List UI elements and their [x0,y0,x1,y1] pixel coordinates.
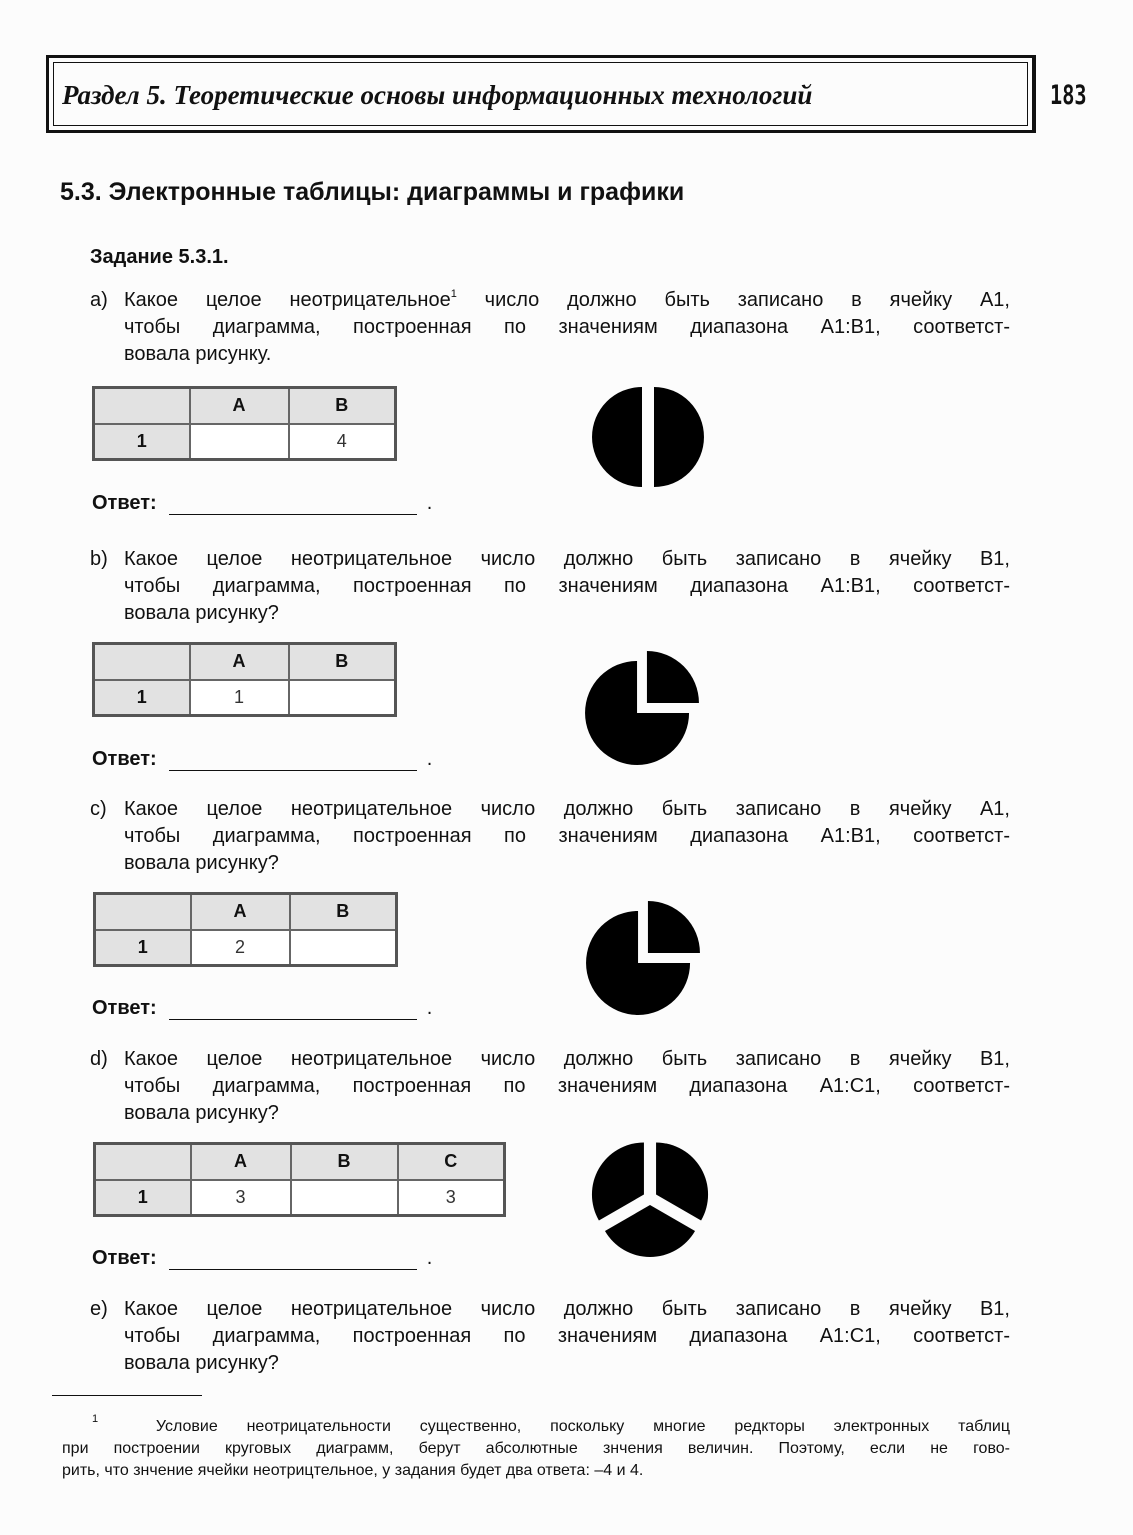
cell-a1: 1 [190,680,289,716]
row-header: 1 [94,680,190,716]
cell-a1: 3 [191,1180,291,1216]
question-line: Какое целое неотрицательное$^1$ число должно быть записано в ячейку А1, [124,288,1010,311]
pie-slice-b1 [605,1205,695,1257]
question-line: чтобы диаграмма, построенная по значениям диапазона А1:В1, соответст- [124,316,1010,338]
answer-row: Ответ: . [92,1247,433,1269]
pie-slice-a1 [654,387,704,487]
pie-chart [580,632,720,767]
question-e [90,1296,1010,1377]
corner-cell [94,388,190,424]
spreadsheet-table [93,1142,506,1217]
section-header-title: Раздел 5. Теоретические основы информационных технологий [62,80,813,110]
question-line: Какое целое неотрицательное число должно быть записано в ячейку А1, [124,798,1010,820]
column-header: B [291,1144,398,1180]
answer-blank[interactable] [169,1247,417,1270]
question-line: Какое целое неотрицательное число должно быть записано в ячейку В1, [124,548,1010,570]
footnote [62,1413,1011,1482]
column-header: A [190,644,289,680]
answer-blank[interactable] [169,997,417,1020]
answer-label: Ответ: [92,1247,157,1269]
page-number: 183 [1050,80,1087,111]
pie-chart [580,1132,720,1267]
question-line: вовала рисунку? [124,1352,279,1374]
spreadsheet-table [92,642,397,717]
question-marker: e) [90,1298,108,1320]
answer-label: Ответ: [92,492,157,514]
column-header: B [289,644,396,680]
footnote-divider [52,1395,202,1396]
pie-slice-a1 [647,651,699,703]
footnote-line: при построении круговых диаграмм, берут абсолютные знчения величин. Поэтому, если не гово- [62,1440,1010,1457]
spreadsheet-table [92,386,397,461]
cell-b1 [291,1180,398,1216]
answer-label: Ответ: [92,748,157,770]
question-line: чтобы диаграмма, построенная по значениям диапазона А1:С1, соответст- [124,1075,1010,1097]
question-marker: b) [90,548,108,570]
question-line: чтобы диаграмма, построенная по значениям диапазона А1:В1, соответст- [124,575,1010,597]
footnote-mark: 1 [92,1413,99,1425]
cell-b1 [289,680,396,716]
cell-a1: 2 [191,930,290,966]
row-header: 1 [94,424,190,460]
question-marker: a) [90,289,108,311]
question-line: вовала рисунку? [124,852,279,874]
question-line: Какое целое неотрицательное число должно быть записано в ячейку В1, [124,1298,1010,1320]
cell-b1 [290,930,397,966]
answer-row: Ответ: . [92,492,433,514]
pie-slice-a1 [656,1143,708,1221]
column-header: B [289,388,396,424]
question-d [90,1046,1010,1127]
footnote-line: $^1$ Условие неотрицательности существенно, поскольку многие редкторы электронных таблиц [92,1413,1011,1435]
task-title: Задание 5.3.1. [90,246,229,268]
row-header: 1 [95,1180,191,1216]
column-header: A [191,1144,291,1180]
question-marker: c) [90,798,107,820]
cell-b1: 4 [289,424,396,460]
pie-chart [580,380,720,495]
question-c [90,796,1010,877]
column-header: C [398,1144,505,1180]
corner-cell [95,894,191,930]
answer-label: Ответ: [92,997,157,1019]
question-line: вовала рисунку? [124,1102,279,1124]
cell-c1: 3 [398,1180,505,1216]
corner-cell [94,644,190,680]
column-header: A [190,388,289,424]
pie-chart [580,882,720,1017]
question-marker: d) [90,1048,108,1070]
answer-blank[interactable] [169,492,417,515]
answer-row: Ответ: . [92,748,433,770]
question-a [90,287,1010,368]
pie-slice-b1 [592,387,642,487]
question-line: Какое целое неотрицательное число должно быть записано в ячейку В1, [124,1048,1010,1070]
question-line: вовала рисунку? [124,602,279,624]
row-header: 1 [95,930,191,966]
cell-a1 [190,424,289,460]
spreadsheet-table [93,892,398,967]
question-line: чтобы диаграмма, построенная по значениям диапазона А1:В1, соответст- [124,825,1010,847]
question-line: чтобы диаграмма, построенная по значениям диапазона А1:С1, соответст- [124,1325,1010,1347]
pie-slice-c1 [592,1143,644,1221]
answer-row: Ответ: . [92,997,433,1019]
section-title: 5.3. Электронные таблицы: диаграммы и графики [60,178,685,206]
footnote-line: рить, что знчение ячейки неотрицтельное, у задания будет два ответа: –4 и 4. [62,1462,644,1479]
column-header: A [191,894,290,930]
pie-slice-a1 [648,901,700,953]
footnote-ref: 1 [450,288,457,300]
question-b [90,546,1010,627]
column-header: B [290,894,397,930]
corner-cell [95,1144,191,1180]
question-line: вовала рисунку. [124,343,272,365]
answer-blank[interactable] [169,748,417,771]
